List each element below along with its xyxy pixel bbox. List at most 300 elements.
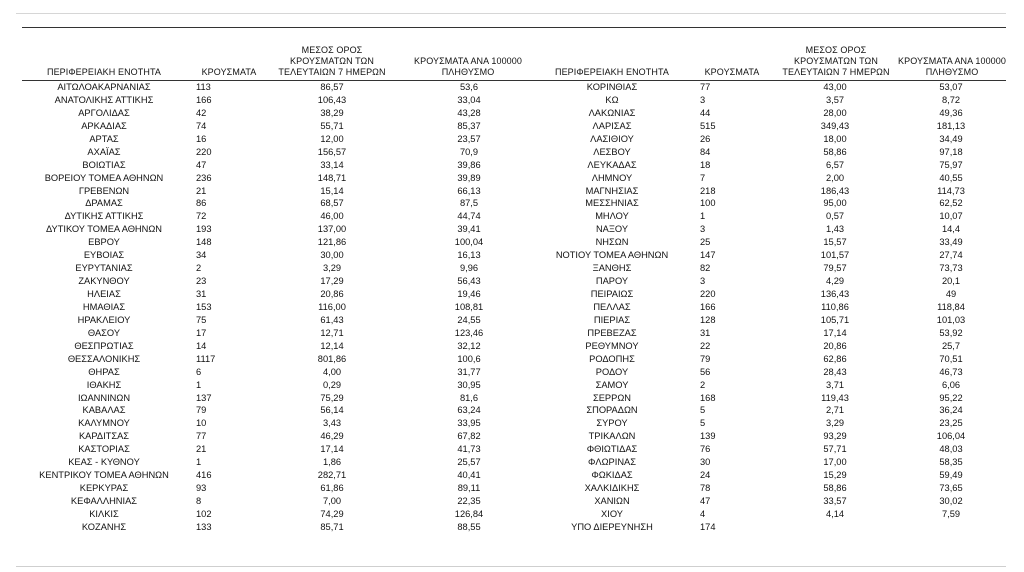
region-cell: ΘΗΡΑΣ [88,366,120,377]
table-row [22,314,532,327]
table-row [532,197,1006,210]
table-row [532,288,1006,301]
avg7-cell: 46,00 [320,211,344,222]
table-row [532,107,1006,120]
avg7-cell: 3,57 [825,94,845,105]
avg7-cell: 136,43 [820,289,850,299]
table-row [22,379,532,392]
cases-cell: 16 [196,133,207,144]
header-avg7: ΜΕΣΟΣ ΟΡΟΣ ΚΡΟΥΣΜΑΤΩΝ ΤΩΝ ΤΕΛΕΥΤΑΙΩΝ 7 ΗΜΕΡΩΝ [278,45,386,77]
cases-cell: 31 [700,327,711,338]
table-row [22,366,532,379]
per100k-cell: 32,12 [457,340,481,351]
table-row [22,392,532,405]
per100k-cell: 25,7 [941,340,961,351]
avg7-cell: 43,00 [823,82,847,92]
avg7-cell: 18,00 [823,133,847,144]
table-right-half [532,28,1006,556]
table-row [532,262,1006,275]
region-cell: ΝΑΞΟΥ [595,224,629,235]
region-cell: ΚΑΣΤΟΡΙΑΣ [78,444,130,455]
cases-cell: 1 [196,379,202,390]
cases-cell: 2 [700,379,706,390]
per100k-cell: 49,36 [939,107,963,118]
avg7-cell: 2,00 [825,172,845,183]
table-row [22,288,532,301]
cases-table [22,27,1006,556]
region-cell: ΜΗΛΟΥ [595,211,629,222]
cases-cell: 75 [196,314,207,325]
cases-cell: 4 [700,508,706,519]
table-row [22,94,532,107]
avg7-cell: 4,00 [322,366,342,377]
cases-cell: 113 [196,82,211,92]
region-cell: ΕΥΒΟΙΑΣ [83,250,125,261]
table-row [532,404,1006,417]
region-cell: ΑΡΤΑΣ [89,133,119,144]
per100k-cell: 46,73 [939,366,963,377]
cases-cell: 1 [196,457,202,468]
table-header-right [532,28,1006,81]
avg7-cell: 56,14 [320,405,344,416]
region-cell: ΛΑΣΙΘΙΟΥ [590,133,634,144]
header-per100k: ΚΡΟΥΣΜΑΤΑ ΑΝΑ 100000 ΠΛΗΘΥΣΜΟ [898,56,1006,77]
per100k-cell: 88,55 [457,521,481,532]
cases-cell: 220 [700,289,716,299]
per100k-cell: 67,82 [457,431,481,442]
cases-cell: 82 [700,263,711,274]
table-row [532,172,1006,185]
table-row [532,236,1006,249]
per100k-cell [896,521,1006,534]
region-cell: ΠΡΕΒΕΖΑΣ [587,327,637,338]
avg7-cell: 68,57 [320,198,344,209]
per100k-cell: 56,43 [457,276,481,287]
region-cell: ΛΕΣΒΟΥ [593,146,631,157]
avg7-cell: 12,14 [320,340,344,351]
table-body-left [22,81,532,534]
region-cell: ΚΟΖΑΝΗΣ [81,521,127,532]
table-row [532,456,1006,469]
table-left-half [22,28,532,556]
per100k-cell: 30,02 [939,496,963,506]
table-row [532,469,1006,482]
table-row [532,417,1006,430]
table-row [22,81,532,94]
per100k-cell: 16,13 [457,250,481,261]
per100k-cell: 123,46 [454,327,484,338]
table-row [22,107,532,120]
avg7-cell: 55,71 [320,120,344,131]
cases-cell: 236 [196,172,212,183]
region-cell: ΑΙΤΩΛΟΑΚΑΡΝΑΝΙΑΣ [57,82,151,92]
cases-cell: 34 [196,250,207,261]
region-cell: ΓΡΕΒΕΝΩΝ [78,185,130,196]
region-cell: ΕΥΡΥΤΑΝΙΑΣ [75,263,133,274]
avg7-cell: 33,14 [320,159,344,170]
cases-cell: 10 [196,418,207,429]
table-row [532,508,1006,521]
per100k-cell: 126,84 [454,508,484,519]
cases-cell: 6 [196,366,202,377]
cases-cell: 17 [196,327,207,338]
table-row [532,133,1006,146]
table-row [532,495,1006,508]
table-row [532,185,1006,198]
region-cell: ΛΗΜΝΟΥ [591,172,633,183]
table-row [532,443,1006,456]
table-row [22,146,532,159]
region-cell: ΙΘΑΚΗΣ [86,379,122,390]
avg7-cell: 30,00 [320,250,344,261]
region-cell: ΗΜΑΘΙΑΣ [82,301,126,312]
per100k-cell: 118,84 [937,301,965,312]
table-row [532,392,1006,405]
cases-cell: 86 [196,198,207,209]
per100k-cell: 49 [945,289,957,299]
region-cell: ΘΕΣΠΡΩΤΙΑΣ [74,340,134,351]
cases-cell: 515 [700,120,716,131]
per100k-cell: 63,24 [457,405,481,416]
avg7-cell: 85,71 [320,521,344,532]
avg7-cell: 17,14 [320,444,344,455]
region-cell: ΚΩ [605,94,619,105]
cases-cell: 147 [700,250,716,261]
avg7-cell: 15,57 [823,237,847,248]
avg7-cell: 58,86 [823,146,847,157]
cases-cell: 1117 [196,353,216,364]
table-row [532,301,1006,314]
cases-cell: 25 [700,237,711,248]
region-cell: ΑΡΚΑΔΙΑΣ [81,120,127,131]
table-row [532,210,1006,223]
avg7-cell: 3,71 [825,379,845,390]
cases-cell: 47 [700,496,711,506]
region-cell: ΘΕΣΣΑΛΟΝΙΚΗΣ [67,353,141,364]
table-row [22,249,532,262]
avg7-cell: 0,57 [825,211,845,222]
avg7-cell: 17,14 [823,327,847,338]
cases-cell: 128 [700,314,716,325]
region-cell: ΗΡΑΚΛΕΙΟΥ [77,314,131,325]
cases-cell: 220 [196,146,212,157]
per100k-cell: 31,77 [457,366,481,377]
region-cell: ΠΕΙΡΑΙΩΣ [590,289,634,299]
region-cell: ΝΟΤΙΟΥ ΤΟΜΕΑ ΑΘΗΝΩΝ [555,250,669,261]
cases-cell: 26 [700,133,711,144]
cases-cell: 47 [196,159,207,170]
cases-cell: 93 [196,483,207,494]
per100k-cell: 40,41 [457,470,481,481]
per100k-cell: 44,74 [457,211,481,222]
per100k-cell: 59,49 [939,470,963,481]
avg7-cell: 38,29 [320,107,344,118]
per100k-cell: 20,1 [941,276,961,287]
avg7-cell: 74,29 [320,508,344,519]
avg7-cell: 17,00 [823,457,847,468]
region-cell: ΛΑΚΩΝΙΑΣ [588,107,636,118]
region-cell: ΘΑΣΟΥ [87,327,121,338]
region-cell: ΡΕΘΥΜΝΟΥ [585,340,639,351]
per100k-cell: 70,9 [459,146,479,157]
region-cell: ΚΕΝΤΡΙΚΟΥ ΤΟΜΕΑ ΑΘΗΝΩΝ [39,470,169,481]
table-row [22,417,532,430]
cases-cell: 5 [700,418,706,429]
region-cell: ΒΟΡΕΙΟΥ ΤΟΜΕΑ ΑΘΗΝΩΝ [44,172,164,183]
per100k-cell: 43,28 [457,107,481,118]
region-cell: ΠΕΛΛΑΣ [593,301,631,312]
region-cell: ΡΟΔΟΥ [595,366,629,377]
per100k-cell: 23,25 [939,418,963,429]
avg7-cell: 15,14 [320,185,344,196]
avg7-cell: 79,57 [823,263,847,274]
per100k-cell: 181,13 [936,120,966,131]
region-cell: ΣΥΡΟΥ [596,418,628,429]
avg7-cell: 86,57 [320,82,344,92]
per100k-cell: 24,55 [457,314,481,325]
region-cell: ΤΡΙΚΑΛΩΝ [588,431,636,442]
per100k-cell: 39,41 [457,224,481,235]
cases-cell: 133 [196,521,212,532]
region-cell: ΦΩΚΙΔΑΣ [591,470,633,481]
per100k-cell: 34,49 [939,133,963,144]
avg7-cell: 4,14 [825,508,845,519]
region-cell: ΚΕΡΚΥΡΑΣ [79,483,129,494]
region-cell: ΑΡΓΟΛΙΔΑΣ [78,107,130,118]
cases-cell: 79 [700,353,711,364]
region-cell: ΑΧΑΪΑΣ [87,146,121,157]
table-row [22,482,532,495]
avg7-cell: 62,86 [823,353,847,364]
table-row [22,340,532,353]
table-row [22,456,532,469]
cases-cell: 174 [700,521,716,532]
region-cell: ΥΠΟ ΔΙΕΡΕΥΝΗΣΗ [571,521,653,532]
header-cases: ΚΡΟΥΣΜΑΤΑ [704,67,760,77]
per100k-cell: 48,03 [939,444,963,455]
avg7-cell: 20,86 [823,340,847,351]
region-cell: ΦΘΙΩΤΙΔΑΣ [586,444,638,455]
region-cell: ΠΑΡΟΥ [595,276,629,287]
table-header-left [22,28,532,81]
avg7-cell: 801,86 [317,353,347,364]
avg7-cell: 106,43 [317,94,347,105]
per100k-cell: 27,74 [939,250,963,261]
per100k-cell: 97,18 [939,146,963,157]
region-cell: ΜΑΓΝΗΣΙΑΣ [585,185,639,196]
avg7-cell: 137,00 [317,224,347,235]
per100k-cell: 25,57 [457,457,481,468]
region-cell: ΚΟΡΙΝΘΙΑΣ [586,82,638,92]
avg7-cell: 186,43 [820,185,850,196]
table-row [532,159,1006,172]
avg7-cell: 0,29 [322,379,342,390]
cases-cell: 3 [700,276,706,287]
table-row [532,146,1006,159]
table-row [532,340,1006,353]
table-row [532,223,1006,236]
region-cell: ΚΙΛΚΙΣ [89,508,119,519]
table-row [532,430,1006,443]
region-cell: ΚΑΛΥΜΝΟΥ [78,418,130,429]
cases-cell: 3 [700,94,706,105]
table-row [22,275,532,288]
table-row [532,379,1006,392]
cases-cell: 193 [196,224,212,235]
table-row [22,327,532,340]
cases-cell: 153 [196,301,212,312]
per100k-cell: 14,4 [941,224,961,235]
cases-cell: 30 [700,457,711,468]
header-cases: ΚΡΟΥΣΜΑΤΑ [201,67,257,77]
avg7-cell: 20,86 [320,289,344,299]
table-row [532,327,1006,340]
per100k-cell: 100,6 [457,353,481,364]
per100k-cell: 62,52 [939,198,963,209]
cases-cell: 100 [700,198,716,209]
region-cell: ΔΡΑΜΑΣ [85,198,123,209]
per100k-cell: 81,6 [459,392,479,403]
cases-cell: 5 [700,405,706,416]
cases-cell: 77 [700,82,711,92]
region-cell: ΕΒΡΟΥ [88,237,120,248]
region-cell: ΔΥΤΙΚΟΥ ΤΟΜΕΑ ΑΘΗΝΩΝ [45,224,163,235]
table-row [22,223,532,236]
per100k-cell: 19,46 [457,289,481,299]
cases-cell: 44 [700,107,711,118]
cases-cell: 416 [196,470,212,481]
cases-cell: 31 [196,289,207,299]
avg7-cell: 105,71 [820,314,850,325]
avg7-cell: 282,71 [317,470,347,481]
table-row [532,275,1006,288]
table-row [22,521,532,534]
region-cell: ΣΠΟΡΑΔΩΝ [586,405,638,416]
region-cell: ΒΟΙΩΤΙΑΣ [82,159,126,170]
region-cell: ΔΥΤΙΚΗΣ ΑΤΤΙΚΗΣ [64,211,144,222]
per100k-cell: 66,13 [457,185,481,196]
avg7-cell: 15,29 [823,470,847,481]
region-cell: ΝΗΣΩΝ [595,237,629,248]
table-row [22,172,532,185]
table-body-right [532,81,1006,534]
per100k-cell: 33,04 [457,94,481,105]
avg7-cell: 58,86 [823,483,847,494]
avg7-cell: 17,29 [320,276,344,287]
cases-cell: 42 [196,107,207,118]
avg7-cell: 116,00 [318,301,346,312]
cases-cell: 218 [700,185,716,196]
per100k-cell: 40,55 [939,172,963,183]
region-cell: ΜΕΣΣΗΝΙΑΣ [585,198,639,209]
per100k-cell: 33,95 [457,418,481,429]
per100k-cell: 30,95 [457,379,481,390]
table-row [22,469,532,482]
table-row [22,443,532,456]
table-row [532,353,1006,366]
table-row [22,301,532,314]
cases-cell: 14 [196,340,207,351]
per100k-cell: 108,81 [454,301,484,312]
region-cell: ΗΛΕΙΑΣ [87,289,121,299]
per100k-cell: 53,07 [939,82,963,92]
per100k-cell: 9,96 [459,263,479,274]
avg7-cell: 3,29 [322,263,342,274]
cases-cell: 8 [196,496,202,506]
region-cell: ΧΑΝΙΩΝ [594,496,630,506]
header-avg7: ΜΕΣΟΣ ΟΡΟΣ ΚΡΟΥΣΜΑΤΩΝ ΤΩΝ ΤΕΛΕΥΤΑΙΩΝ 7 ΗΜΕΡΩΝ [782,45,890,77]
per100k-cell: 73,65 [939,483,963,494]
avg7-cell: 93,29 [823,431,847,442]
table-row [22,353,532,366]
avg7-cell: 119,43 [821,392,849,403]
header-region: ΠΕΡΙΦΕΡΕΙΑΚΗ ΕΝΟΤΗΤΑ [46,67,162,77]
header-region: ΠΕΡΙΦΕΡΕΙΑΚΗ ΕΝΟΤΗΤΑ [554,67,670,77]
avg7-cell: 101,57 [820,250,850,261]
table-row [532,482,1006,495]
per100k-cell: 41,73 [457,444,481,455]
region-cell: ΚΑΒΑΛΑΣ [82,405,126,416]
avg7-cell: 75,29 [320,392,344,403]
cases-cell: 3 [700,224,706,235]
table-row [22,210,532,223]
cases-cell: 2 [196,263,202,274]
table-row [22,120,532,133]
cases-cell: 7 [700,172,706,183]
per100k-cell: 106,04 [936,431,966,442]
per100k-cell: 6,06 [941,379,961,390]
cases-cell: 168 [700,392,716,403]
table-row [22,262,532,275]
avg7-cell: 95,00 [823,198,847,209]
avg7-cell: 3,29 [825,418,845,429]
cases-cell: 139 [700,431,716,442]
region-cell: ΖΑΚΥΝΘΟΥ [78,276,130,287]
per100k-cell: 73,73 [939,263,963,274]
avg7-cell: 3,43 [322,418,342,429]
avg7-cell: 61,86 [320,483,344,494]
avg7-cell: 110,86 [821,301,849,312]
table-row [532,81,1006,94]
per100k-cell: 22,35 [457,496,481,506]
per100k-cell: 70,51 [939,353,963,364]
per100k-cell: 36,24 [939,405,963,416]
table-row [532,120,1006,133]
avg7-cell: 28,00 [823,107,847,118]
per100k-cell: 101,03 [936,314,966,325]
table-row [532,314,1006,327]
avg7-cell: 121,86 [317,237,347,248]
table-row [22,159,532,172]
region-cell: ΧΑΛΚΙΔΙΚΗΣ [584,483,640,494]
cases-cell: 78 [700,483,711,494]
avg7-cell: 1,86 [322,457,342,468]
cases-cell: 148 [196,237,212,248]
per100k-cell: 53,92 [939,327,963,338]
avg7-cell: 349,43 [820,120,850,131]
per100k-cell: 33,49 [939,237,963,248]
table-row [22,508,532,521]
cases-cell: 76 [700,444,711,455]
avg7-cell: 46,29 [320,431,344,442]
table-row [532,94,1006,107]
per100k-cell: 58,35 [939,457,963,468]
table-row [22,404,532,417]
region-cell: ΙΩΑΝΝΙΝΩΝ [77,392,131,403]
table-row [22,197,532,210]
region-cell: ΣΑΜΟΥ [595,379,629,390]
header-per100k: ΚΡΟΥΣΜΑΤΑ ΑΝΑ 100000 ΠΛΗΘΥΣΜΟ [414,56,522,77]
